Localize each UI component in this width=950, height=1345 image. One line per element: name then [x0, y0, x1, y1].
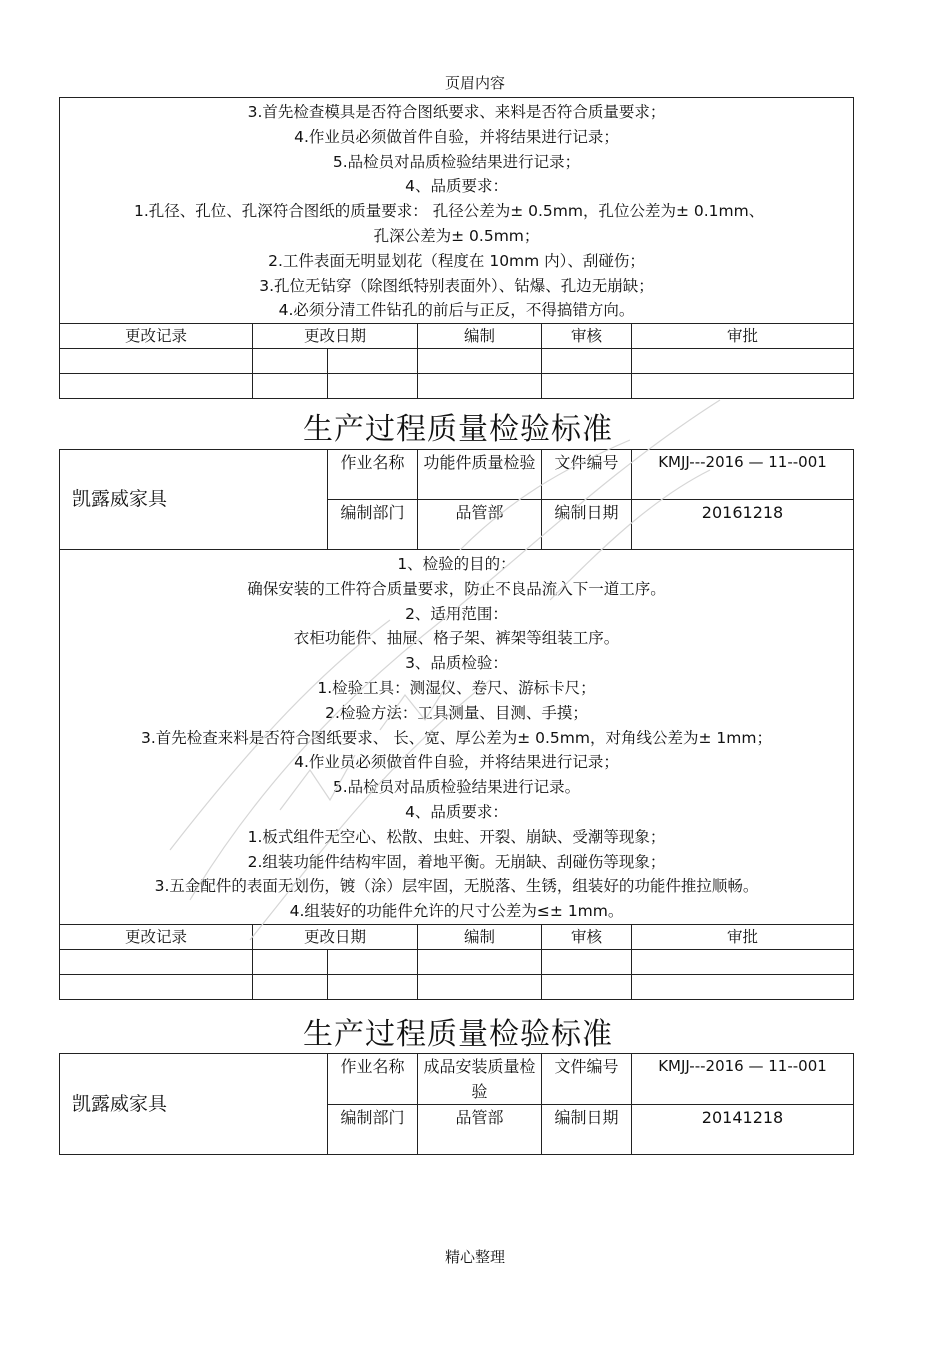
section3-table	[59, 1053, 854, 1155]
document-title: 生产过程质量检验标准	[303, 412, 613, 447]
blank-cell	[60, 950, 253, 975]
reviewed-by-header: 审核	[542, 925, 632, 950]
dept-label: 编制部门	[328, 1105, 418, 1155]
blank-cell	[60, 975, 253, 1000]
content-line: 2.工件表面无明显划花（程度在 10mm 内）、刮碰伤；	[268, 251, 645, 270]
content-line: 3.五金配件的表面无划伤，镀（涂）层牢固，无脱落、生锈，组装好的功能件推拉顺畅。	[154, 877, 759, 896]
date-value: 20141218	[632, 1105, 854, 1155]
blank-cell	[632, 349, 854, 374]
blank-cell	[253, 374, 328, 399]
blank-cell	[632, 374, 854, 399]
content-line: 2.检验方法：工具测量、目测、手摸；	[325, 703, 588, 722]
content-line: 确保安装的工件符合质量要求，防止不良品流入下一道工序。	[247, 579, 666, 598]
company-name: 凯露威家具	[60, 450, 328, 550]
blank-cell	[60, 349, 253, 374]
content-line: 2、适用范围：	[405, 604, 508, 623]
prepared-by-header: 编制	[418, 925, 542, 950]
dept-label: 编制部门	[328, 500, 418, 550]
blank-cell	[542, 349, 632, 374]
content-line: 4、品质要求：	[405, 177, 508, 196]
blank-cell	[418, 950, 542, 975]
file-no-value: KMJJ---2016 — 11--001	[632, 450, 854, 500]
section1-content	[60, 98, 854, 324]
dept-value: 品管部	[418, 500, 542, 550]
dept-value: 品管部	[418, 1105, 542, 1155]
content-line: 3.首先检查来料是否符合图纸要求、 长、宽、厚公差为± 0.5mm，对角线公差为± 1mm；	[141, 728, 772, 747]
content-line: 3.首先检查模具是否符合图纸要求、来料是否符合质量要求；	[247, 103, 666, 121]
blank-cell	[418, 374, 542, 399]
document-title: 生产过程质量检验标准	[303, 1017, 613, 1052]
change-date-header: 更改日期	[253, 925, 418, 950]
blank-cell	[418, 975, 542, 1000]
content-line: 5.品检员对品质检验结果进行记录；	[332, 152, 581, 171]
content-line: 4、品质要求：	[405, 802, 508, 821]
content-line: 1.板式组件无空心、松散、虫蛀、开裂、崩缺、受潮等现象；	[247, 827, 666, 846]
content-line: 4.组装好的功能件允许的尺寸公差为≤± 1mm。	[289, 902, 624, 921]
blank-cell	[253, 349, 328, 374]
content-line: 4.作业员必须做首件自验，并将结果进行记录；	[294, 127, 619, 146]
prepared-by-header: 编制	[418, 324, 542, 349]
date-value: 20161218	[632, 500, 854, 550]
date-label: 编制日期	[542, 500, 632, 550]
content-line: 衣柜功能件、抽屉、格子架、裤架等组装工序。	[293, 629, 620, 648]
content-line: 2.组装功能件结构牢固，着地平衡。无崩缺、刮碰伤等现象；	[247, 852, 666, 871]
content-line: 孔深公差为± 0.5mm；	[373, 226, 540, 245]
page-header: 页眉内容	[444, 74, 505, 92]
company-name: 凯露威家具	[60, 1054, 328, 1155]
blank-cell	[542, 950, 632, 975]
approved-by-header: 审批	[632, 324, 854, 349]
blank-cell	[328, 349, 418, 374]
content-line: 4.作业员必须做首件自验，并将结果进行记录；	[294, 753, 619, 772]
content-line: 1.检验工具：测湿仪、卷尺、游标卡尺；	[317, 678, 596, 697]
blank-cell	[253, 975, 328, 1000]
job-name-label: 作业名称	[328, 450, 418, 500]
section1-table	[59, 97, 854, 399]
blank-cell	[418, 349, 542, 374]
job-name-value: 功能件质量检验	[418, 450, 542, 500]
blank-cell	[542, 374, 632, 399]
blank-cell	[60, 374, 253, 399]
blank-cell	[328, 950, 418, 975]
blank-cell	[542, 975, 632, 1000]
file-no-label: 文件编号	[542, 1054, 632, 1105]
blank-cell	[632, 975, 854, 1000]
file-no-label: 文件编号	[542, 450, 632, 500]
change-record-header: 更改记录	[60, 324, 253, 349]
content-line: 3、品质检验：	[405, 654, 508, 673]
blank-cell	[328, 374, 418, 399]
page-footer: 精心整理	[444, 1248, 505, 1266]
blank-cell	[328, 975, 418, 1000]
blank-cell	[253, 950, 328, 975]
approved-by-header: 审批	[632, 925, 854, 950]
reviewed-by-header: 审核	[542, 324, 632, 349]
job-name-label: 作业名称	[328, 1054, 418, 1105]
change-date-header: 更改日期	[253, 324, 418, 349]
content-line: 5.品检员对品质检验结果进行记录。	[332, 778, 581, 797]
content-line: 1、检验的目的：	[397, 555, 516, 573]
date-label: 编制日期	[542, 1105, 632, 1155]
section2-content	[60, 550, 854, 925]
job-name-value: 成品安装质量检验	[418, 1054, 542, 1105]
content-line: 3.孔位无钻穿（除图纸特别表面外）、钻爆、孔边无崩缺；	[259, 276, 654, 295]
content-line: 1.孔径、孔位、孔深符合图纸的质量要求： 孔径公差为± 0.5mm，孔位公差为± 0.1mm、	[134, 202, 765, 221]
section2-table	[59, 449, 854, 1000]
content-line: 4.必须分清工件钻孔的前后与正反，不得搞错方向。	[278, 301, 635, 320]
file-no-value: KMJJ---2016 — 11--001	[632, 1054, 854, 1105]
change-record-header: 更改记录	[60, 925, 253, 950]
blank-cell	[632, 950, 854, 975]
